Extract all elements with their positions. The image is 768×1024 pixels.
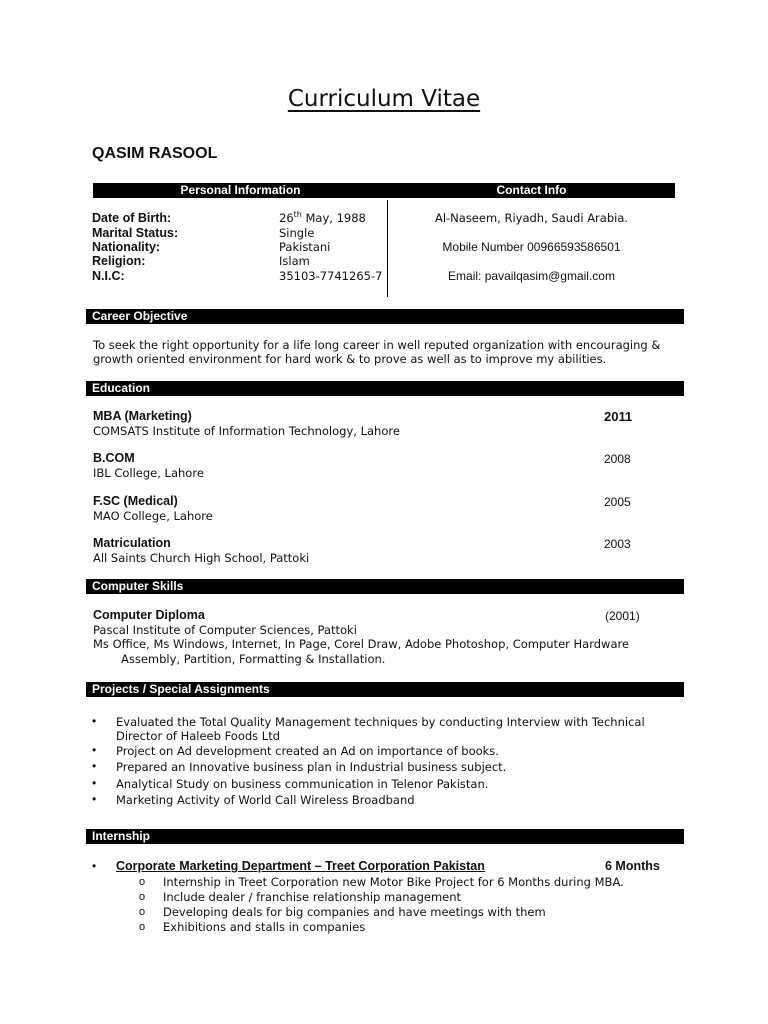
projects-header-bar: [86, 682, 684, 697]
education-institute-bcom: IBL College, Lahore: [93, 466, 204, 480]
religion-label: Religion:: [92, 254, 146, 268]
education-year-bcom: 2008: [604, 452, 631, 466]
computer-skills-header: Computer Skills: [92, 579, 184, 593]
education-institute-matric: All Saints Church High School, Pattoki: [93, 551, 310, 565]
career-objective-line-2: growth oriented environment for hard work & to prove as well as to improve my abilities.: [93, 352, 607, 366]
project-item-3: Prepared an Innovative business plan in Industrial business subject.: [116, 760, 507, 774]
circle-bullet-icon: o: [139, 906, 146, 918]
personal-info-header: Personal Information: [180, 183, 301, 197]
education-header-bar: [86, 381, 684, 396]
internship-item-2: Include dealer / franchise relationship management: [163, 890, 462, 904]
circle-bullet-icon: o: [139, 876, 146, 888]
internship-duration: 6 Months: [605, 859, 660, 873]
contact-mobile: Mobile Number 00966593586501: [442, 240, 621, 254]
project-item-2: Project on Ad development created an Ad on importance of books.: [116, 744, 499, 758]
internship-item-4: Exhibitions and stalls in companies: [163, 920, 366, 934]
education-header: Education: [92, 381, 151, 395]
religion-value: Islam: [279, 254, 310, 268]
project-item-1-continued: Director of Haleeb Foods Ltd: [116, 729, 281, 743]
marital-status-value: Single: [279, 226, 315, 240]
computer-diploma-title: Computer Diploma: [93, 608, 205, 622]
computer-skills-line-2: Assembly, Partition, Formatting & Installation.: [121, 652, 386, 666]
career-objective-header: Career Objective: [92, 309, 188, 323]
education-year-matric: 2003: [604, 537, 631, 551]
project-item-5: Marketing Activity of World Call Wireless Broadband: [116, 793, 415, 807]
project-item-4: Analytical Study on business communication in Telenor Pakistan.: [116, 777, 489, 791]
computer-skills-line-1: Ms Office, Ms Windows, Internet, In Page, Corel Draw, Adobe Photoshop, Computer Hardware: [93, 637, 630, 651]
career-objective-header-bar: [86, 309, 684, 324]
dob-label: Date of Birth:: [92, 211, 172, 225]
document-title: Curriculum Vitae: [287, 86, 481, 112]
internship-header: Internship: [92, 829, 151, 843]
education-institute-mba: COMSATS Institute of Information Technology, Lahore: [93, 424, 400, 438]
circle-bullet-icon: o: [139, 891, 146, 903]
project-item-1: Evaluated the Total Quality Management techniques by conducting Interview with Technical: [116, 715, 645, 729]
internship-item-3: Developing deals for big companies and have meetings with them: [163, 905, 546, 919]
education-year-fsc: 2005: [604, 495, 631, 509]
computer-diploma-year: (2001): [605, 609, 640, 623]
computer-diploma-institute: Pascal Institute of Computer Sciences, Pattoki: [93, 623, 357, 637]
internship-title: Corporate Marketing Department – Treet Corporation Pakistan: [116, 859, 485, 873]
bullet-icon: •: [92, 776, 97, 790]
candidate-name: QASIM RASOOL: [92, 145, 218, 162]
contact-address: Al-Naseem, Riyadh, Saudi Arabia.: [434, 211, 629, 225]
nic-value: 35103-7741265-7: [279, 269, 383, 283]
education-degree-bcom: B.COM: [93, 451, 135, 465]
education-degree-fsc: F.SC (Medical): [93, 494, 178, 508]
bullet-icon: •: [92, 759, 97, 773]
bullet-icon: •: [92, 859, 97, 873]
projects-header: Projects / Special Assignments: [92, 682, 270, 696]
internship-header-bar: [86, 829, 684, 844]
bullet-icon: •: [92, 743, 97, 757]
bullet-icon: •: [92, 792, 97, 806]
career-objective-line-1: To seek the right opportunity for a life long career in well reputed organization with encouraging &: [93, 338, 661, 352]
education-degree-matric: Matriculation: [93, 536, 171, 550]
contact-email: Email: pavailqasim@gmail.com: [448, 269, 615, 283]
nationality-label: Nationality:: [92, 240, 161, 254]
dob-value: 26th May, 1988: [279, 210, 366, 225]
personal-contact-header-bar: [93, 183, 675, 198]
nationality-value: Pakistani: [279, 240, 331, 254]
computer-skills-header-bar: [86, 579, 684, 594]
nic-label: N.I.C:: [92, 269, 125, 283]
education-institute-fsc: MAO College, Lahore: [93, 509, 213, 523]
education-degree-mba: MBA (Marketing): [93, 409, 192, 423]
internship-item-1: Internship in Treet Corporation new Motor Bike Project for 6 Months during MBA.: [163, 875, 624, 889]
circle-bullet-icon: o: [139, 921, 146, 933]
bullet-icon: •: [92, 714, 97, 728]
marital-status-label: Marital Status:: [92, 226, 179, 240]
contact-info-header: Contact Info: [496, 183, 567, 197]
education-year-mba: 2011: [604, 409, 633, 424]
